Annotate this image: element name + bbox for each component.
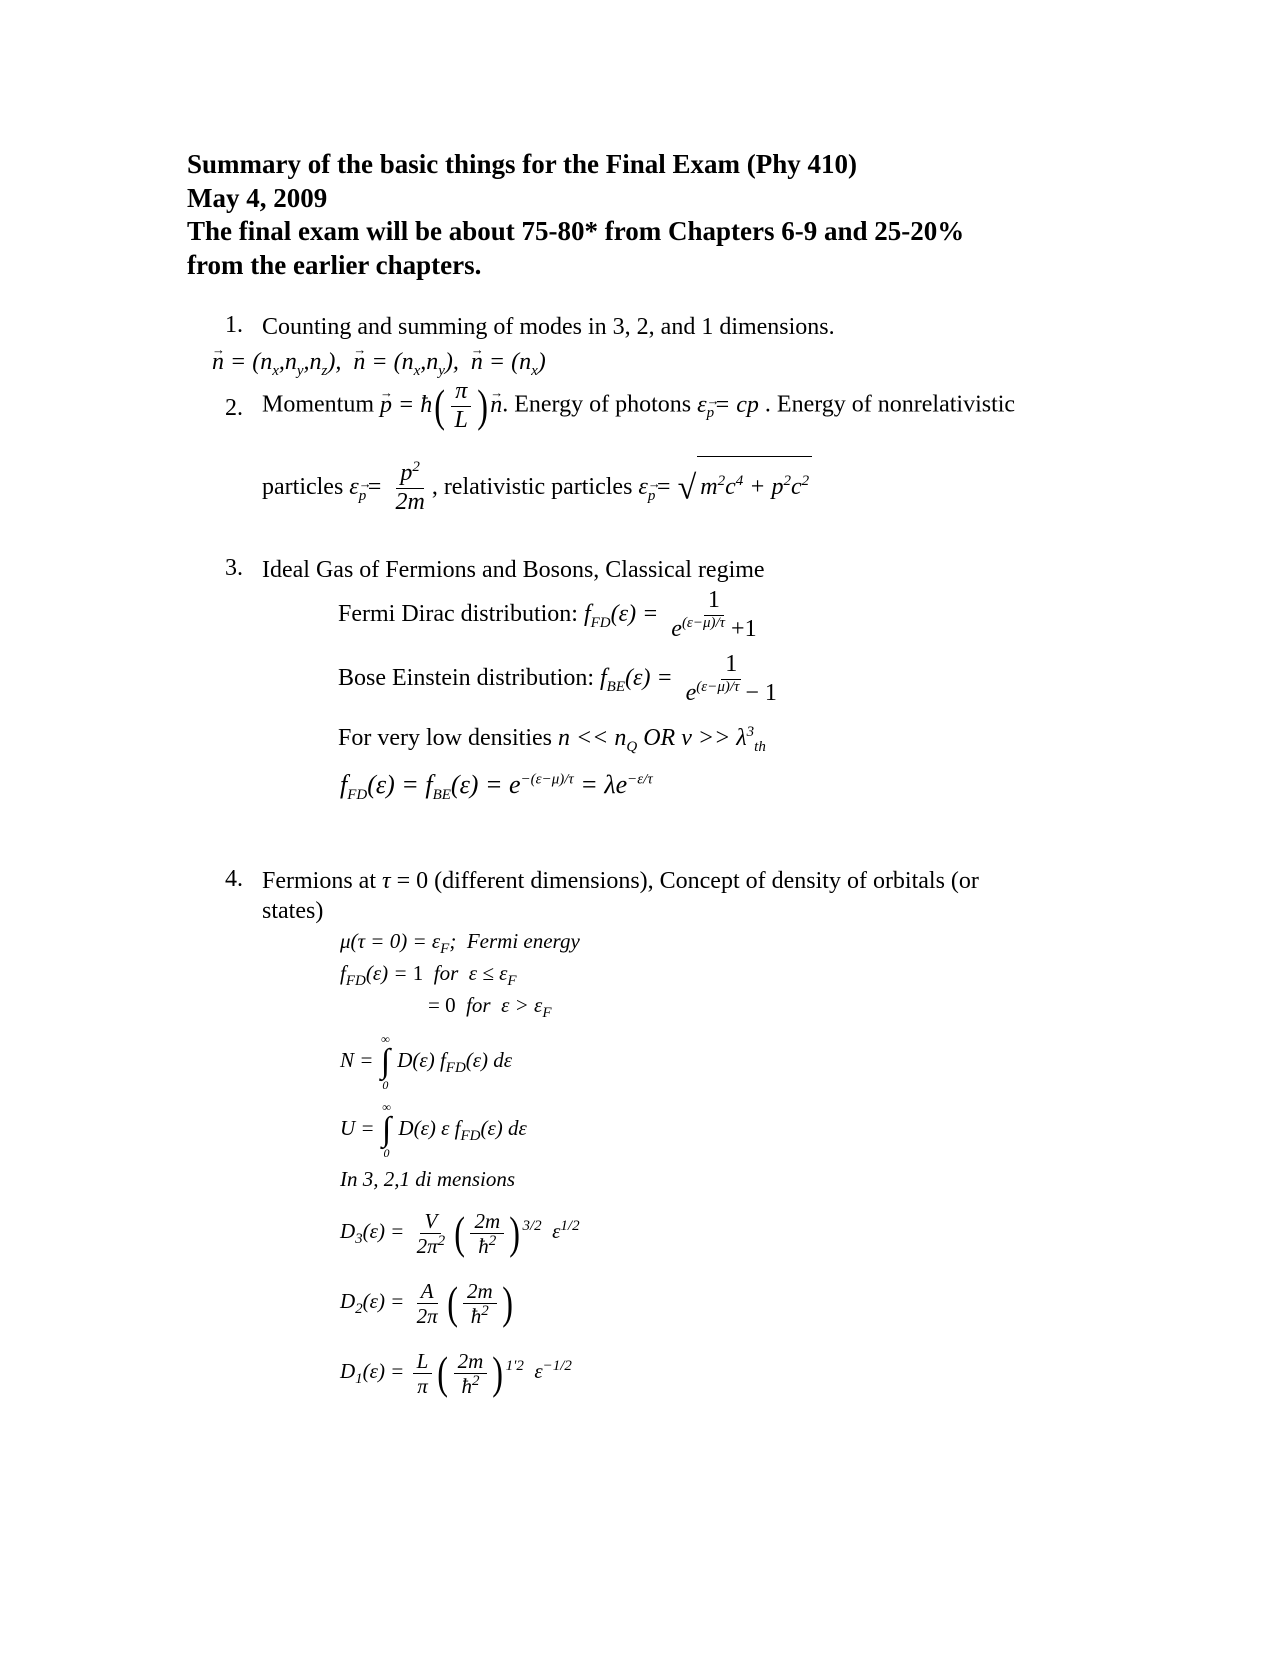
item-1-text: Counting and summing of modes in 3, 2, and 1 dimensions. xyxy=(262,314,835,340)
relativistic-energy-formula: $\varepsilon_p=$ √ $m^2c^4 + p^2c^2$ xyxy=(638,474,812,500)
dimensions-label: In 3, 2,1 di mensions xyxy=(340,1167,515,1191)
energy-integral: U = ∞ ∫ 0 D(ε) ε $f_{FD}(\varepsilon)$ dε xyxy=(340,1100,527,1161)
bose-einstein-formula: $f_{BE}(\varepsilon)$ = $\frac{1}{e^{(\varepsilon-\mu)/\tau} - 1}$ xyxy=(600,651,777,706)
low-density-condition: $n << n_Q$ OR $v >> \lambda^3_{th}$ xyxy=(557,724,766,755)
bose-einstein-line xyxy=(338,650,784,708)
header-exam-note-continued: from the earlier chapters. xyxy=(187,249,482,280)
item-4-title-line-1: Fermions at τ = 0 (different dimensions), Concept of density of orbitals (or xyxy=(262,868,979,894)
photon-energy-formula: $\varepsilon_p=$ cp xyxy=(697,391,759,422)
low-density-label: For very low densities xyxy=(338,725,552,751)
header-exam-note: The final exam will be about 75-80* from Chapters 6-9 and 25-20% xyxy=(187,216,965,246)
item-2-line-2 xyxy=(262,456,812,518)
item-2-number: 2. xyxy=(225,395,243,421)
nonrelativistic-label: . Energy of nonrelativistic xyxy=(764,391,1016,418)
fermi-dirac-formula: $f_{FD}(\varepsilon)$ = $\frac{1}{e^{(\varepsilon-\mu)/\tau} +1}$ xyxy=(583,587,757,642)
item-1-number: 1. xyxy=(225,312,243,338)
item-3-title: Ideal Gas of Fermions and Bosons, Classical regime xyxy=(262,557,765,583)
item-4-title-line-2: states) xyxy=(262,898,324,924)
density-3d-formula: $D_3(\varepsilon)$ = $\frac{V}{2\pi^2}$ ( $\frac{2m}{ħ^2}$ ) $^{3/2}$ $\varepsilon^{1/2}$ xyxy=(340,1207,580,1259)
nonrelativistic-energy-formula: $\varepsilon_p=$ $\frac{p^2}{2m}$ xyxy=(349,459,425,515)
fermi-dirac-line xyxy=(338,586,764,644)
item-2-line-1 xyxy=(262,378,1015,434)
density-1d-formula: $D_1(\varepsilon)$ = $\frac{L}{\pi}$ ( $\frac{2m}{ħ^2}$ ) $^{1'2}$ $\varepsilon^{-1/2}$ xyxy=(340,1347,572,1399)
header-title: Summary of the basic things for the Final Exam (Phy 410) xyxy=(187,149,858,179)
fd-zero-temp-line-2: = 0 for $\varepsilon > \varepsilon_F$ xyxy=(428,993,552,1022)
relativistic-label: , relativistic particles xyxy=(431,474,633,500)
fermi-dirac-label: Fermi Dirac distribution: xyxy=(338,601,578,627)
header-date: May 4, 2009 xyxy=(187,182,328,213)
momentum-formula: → p = ħ( $\frac{\pi}{L}$ )→ n xyxy=(380,392,502,418)
momentum-label: Momentum xyxy=(262,391,374,418)
particles-label: particles xyxy=(262,474,344,500)
fermi-energy-formula: $\mu(\tau = 0) = \varepsilon_F$; Fermi energy xyxy=(340,929,580,958)
mode-vectors-formula: → $n = (n_x,n_y,n_z)$, → $n = (n_x,n_y)$, → $n = (n_x)$ xyxy=(212,347,546,377)
density-2d-formula: $D_2(\varepsilon)$ = $\frac{A}{2\pi}$ ( $\frac{2m}{ħ^2}$ ) xyxy=(340,1277,513,1329)
item-3-number: 3. xyxy=(225,555,243,581)
classical-limit-formula: $f_{FD}(\varepsilon) = f_{BE}(\varepsilon) = e^{-(\varepsilon-\mu)/\tau} = \lambda e^{-\varepsilon/\tau}$ xyxy=(340,770,653,804)
low-density-line xyxy=(338,723,766,753)
document-header xyxy=(187,148,1137,282)
photon-energy-label: . Energy of photons xyxy=(502,391,692,418)
fd-zero-temp-line-1: $f_{FD}(\varepsilon) = 1$ for $\varepsilon \le \varepsilon_F$ xyxy=(340,961,517,990)
particle-number-integral: N = ∞ ∫ 0 D(ε) $f_{FD}(\varepsilon)$ dε xyxy=(340,1032,513,1093)
bose-einstein-label: Bose Einstein distribution: xyxy=(338,665,594,691)
item-4-number: 4. xyxy=(225,866,243,892)
